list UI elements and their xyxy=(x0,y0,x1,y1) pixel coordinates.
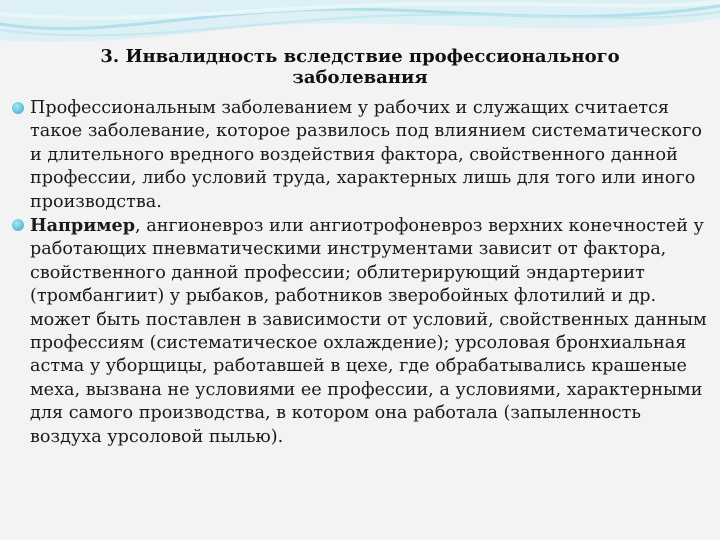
bullet-dot-icon xyxy=(12,102,24,114)
bullet-text: Профессиональным заболеванием у рабочих и служащих считается такое заболевание, которое развилось под влиянием систематического и длительного вредного воздействия фактора, свойственного данной профессии, либо условий труда, характерных лишь для того или иного производства. xyxy=(30,98,702,212)
slide-title-line-2: заболевания xyxy=(292,67,428,88)
bullet-list xyxy=(10,97,710,449)
bullet-dot-icon xyxy=(12,219,24,231)
slide-title xyxy=(40,46,680,88)
bullet-text: , ангионевроз или ангиотрофоневроз верхних конечностей у работающих пневматическими инструментами зависит от фактора, свойственного данной профессии; облитерирующий эндартериит (тромбангиит) у рыбаков, работников зверобойных флотилий и др. может быть поставлен в зависимости от условий, свойственных данным профессиям (систематическое охлаждение); урсоловая бронхиальная астма у уборщицы, работавшей в цехе, где обрабатывались крашеные меха, вызвана не условиями ее профессии, а условиями, характерными для самого производства, в котором она работала (запыленность воздуха урсоловой пылью). xyxy=(30,216,707,447)
list-item xyxy=(10,97,710,214)
bullet-lead-word: Например xyxy=(30,215,136,237)
list-item xyxy=(10,214,710,449)
slide-title-line-1: 3. Инвалидность вследствие профессионального xyxy=(100,46,620,67)
